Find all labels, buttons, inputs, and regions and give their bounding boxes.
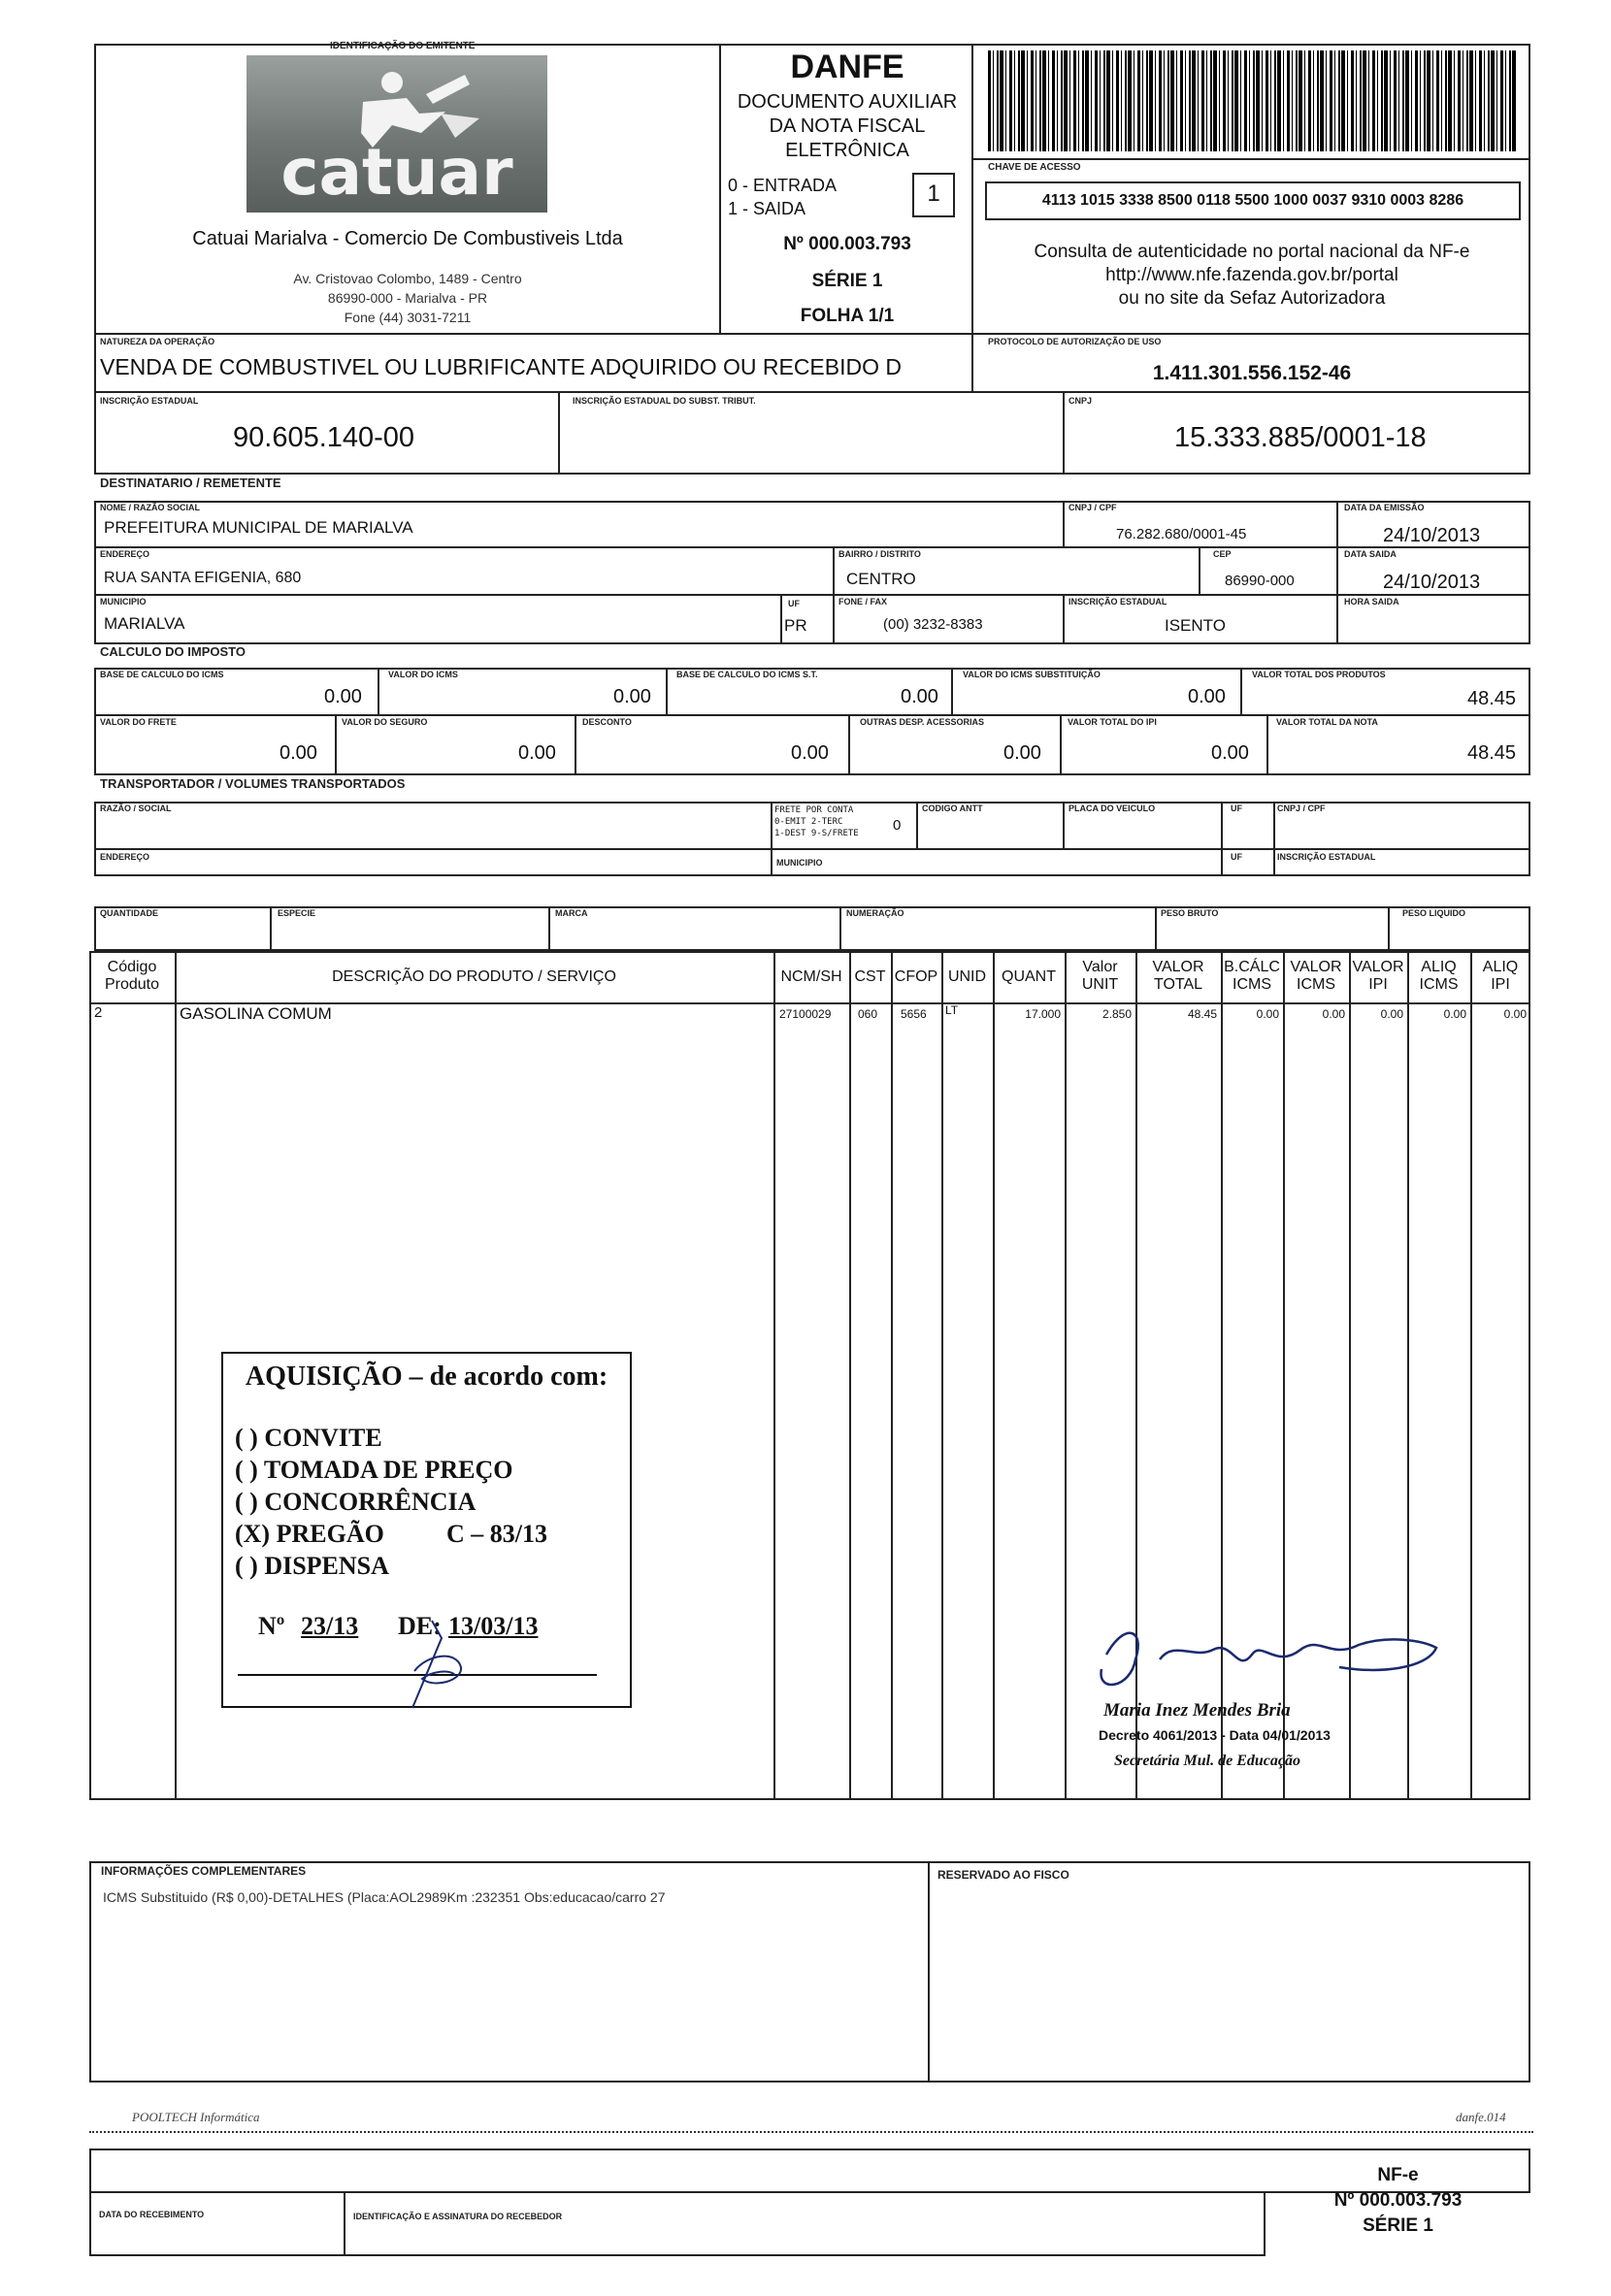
vol-v1 <box>270 906 272 951</box>
chave-consulta2[interactable]: http://www.nfe.fazenda.gov.br/portal <box>1105 265 1398 285</box>
cut-line <box>89 2131 1533 2133</box>
th-aipi: ALIQ IPI <box>1482 959 1519 994</box>
total-nota: 48.45 <box>1467 742 1517 764</box>
natureza-label: NATUREZA DA OPERAÇÃO <box>100 337 215 346</box>
dest-uf-label: UF <box>788 599 800 608</box>
dest-endereco-label: ENDEREÇO <box>100 549 150 559</box>
row-cst: 060 <box>858 1007 878 1021</box>
dest-bairro: CENTRO <box>846 570 916 588</box>
dest-hline2 <box>94 594 1530 596</box>
dest-vline-ie <box>1063 594 1065 644</box>
row-bcicms: 0.00 <box>1256 1007 1279 1021</box>
dest-vline-cep <box>1199 546 1200 594</box>
dest-municipio-label: MUNICIPIO <box>100 597 147 607</box>
row-codigo: 2 <box>94 1004 103 1021</box>
desconto-label: DESCONTO <box>582 717 632 727</box>
stamp-line1: ( ) CONVITE <box>235 1424 382 1452</box>
row-ncm: 27100029 <box>779 1007 832 1021</box>
dest-cep-label: CEP <box>1213 549 1232 559</box>
canhoto-serie: SÉRIE 1 <box>1363 2215 1433 2236</box>
dest-endereco: RUA SANTA EFIGENIA, 680 <box>104 570 302 586</box>
danfe-subtitle3: ELETRÔNICA <box>785 140 909 161</box>
danfe-numero: Nº 000.003.793 <box>783 234 911 254</box>
imposto-v3 <box>951 668 953 714</box>
vol-v4 <box>1155 906 1157 951</box>
emitter-address1: Av. Cristovao Colombo, 1489 - Centro <box>293 271 522 286</box>
danfe-folha: FOLHA 1/1 <box>800 306 895 326</box>
stamp-line5: ( ) DISPENSA <box>235 1552 389 1580</box>
danfe-title: DANFE <box>790 49 904 85</box>
prod-v-ncm <box>773 951 775 1800</box>
destinatario-section: DESTINATARIO / REMETENTE <box>100 476 281 490</box>
base-st: 0.00 <box>901 686 938 707</box>
aquisicao-stamp <box>221 1352 632 1708</box>
row-cfop: 5656 <box>901 1007 927 1021</box>
danfe-subtitle1: DOCUMENTO AUXILIAR <box>737 91 958 113</box>
chave-divider <box>973 158 1530 160</box>
imposto-v6 <box>575 714 576 775</box>
trans-v5 <box>1273 802 1275 876</box>
imposto-v1 <box>378 668 379 714</box>
vol-numeracao-label: NUMERAÇÃO <box>846 908 904 918</box>
imposto-v7 <box>848 714 850 775</box>
total-produtos-label: VALOR TOTAL DOS PRODUTOS <box>1252 670 1386 679</box>
danfe-serie: SÉRIE 1 <box>811 271 883 291</box>
dest-nome: PREFEITURA MUNICIPAL DE MARIALVA <box>104 518 413 537</box>
row-vipi: 0.00 <box>1380 1007 1403 1021</box>
danfe-subtitle2: DA NOTA FISCAL <box>769 115 926 137</box>
prod-v-vunit <box>1065 951 1067 1800</box>
inscricao-value: 90.605.140-00 <box>233 422 415 453</box>
vol-especie-label: ESPECIE <box>278 908 316 918</box>
signature-name: Maria Inez Mendes Bria <box>1103 1700 1291 1721</box>
dest-uf: PR <box>784 616 807 635</box>
fisco-label: RESERVADO AO FISCO <box>937 1868 1069 1882</box>
footer-left: POOLTECH Informática <box>132 2110 260 2124</box>
dest-nome-label: NOME / RAZÃO SOCIAL <box>100 503 200 512</box>
imposto-v4 <box>1240 668 1242 714</box>
chave-consulta3: ou no site da Sefaz Autorizadora <box>1118 288 1386 309</box>
protocolo-label: PROTOCOLO DE AUTORIZAÇÃO DE USO <box>988 337 1162 346</box>
prod-v-aipi <box>1470 951 1472 1800</box>
emitter-section-label: IDENTIFICAÇÃO DO EMITENTE <box>330 41 476 51</box>
inscricao-cnpj-label: CNPJ <box>1069 396 1093 406</box>
dest-fone-label: FONE / FAX <box>838 597 888 607</box>
prod-v-quant <box>993 951 995 1800</box>
trans-cnpj-label: CNPJ / CPF <box>1277 804 1326 813</box>
canhoto-data-box <box>89 2193 345 2256</box>
fisco-box <box>930 1861 1530 2083</box>
transporte-section: TRANSPORTADOR / VOLUMES TRANSPORTADOS <box>100 776 406 791</box>
handwritten-signature-icon <box>1068 1601 1456 1776</box>
dest-vline-uf <box>780 594 782 644</box>
th-vipi: VALOR IPI <box>1352 959 1404 994</box>
seguro-label: VALOR DO SEGURO <box>342 717 428 727</box>
desconto: 0.00 <box>791 742 829 764</box>
imposto-section: CALCULO DO IMPOSTO <box>100 644 246 659</box>
stamp-numero: 23/13 <box>301 1612 359 1640</box>
canhoto-numero: Nº 000.003.793 <box>1333 2190 1463 2211</box>
dest-data-emissao-label: DATA DA EMISSÃO <box>1344 503 1425 512</box>
dest-vline-dates <box>1336 501 1338 644</box>
trans-placa-label: PLACA DO VEICULO <box>1069 804 1156 813</box>
valor-icms-label: VALOR DO ICMS <box>388 670 458 679</box>
dest-bairro-label: BAIRRO / DISTRITO <box>838 549 921 559</box>
emitter-phone: Fone (44) 3031-7211 <box>344 310 472 325</box>
protocolo-value: 1.411.301.556.152-46 <box>1152 362 1352 384</box>
dest-vline-bairro <box>833 546 835 594</box>
vol-v5 <box>1388 906 1390 951</box>
base-icms: 0.00 <box>324 686 362 707</box>
trans-v4 <box>1221 802 1223 876</box>
stamp-title: AQUISIÇÃO – de acordo com: <box>245 1361 608 1392</box>
trans-v3 <box>1063 802 1065 848</box>
row-quant: 17.000 <box>1025 1007 1061 1021</box>
vol-v2 <box>548 906 550 951</box>
th-aicms: ALIQ ICMS <box>1419 959 1459 994</box>
imposto-v8 <box>1060 714 1062 775</box>
inscricao-cnpj-value: 15.333.885/0001-18 <box>1174 422 1427 453</box>
total-produtos: 48.45 <box>1467 688 1517 709</box>
valor-icms: 0.00 <box>613 686 651 707</box>
dest-hora-label: HORA SAIDA <box>1344 597 1399 607</box>
row-vicms: 0.00 <box>1322 1007 1345 1021</box>
vol-quantidade-label: QUANTIDADE <box>100 908 158 918</box>
stamp-line4: (X) PREGÃO <box>235 1520 384 1548</box>
imposto-v5 <box>335 714 337 775</box>
ipi-label: VALOR TOTAL DO IPI <box>1068 717 1157 727</box>
row-vunit: 2.850 <box>1101 1007 1132 1021</box>
frete: 0.00 <box>279 742 317 764</box>
vol-peso-bruto-label: PESO BRUTO <box>1161 908 1219 918</box>
trans-frete-line3: 1-DEST 9-S/FRETE <box>774 829 859 838</box>
vol-v3 <box>839 906 841 951</box>
trans-frete-line1: FRETE POR CONTA <box>774 805 854 815</box>
canhoto-assinatura-label: IDENTIFICAÇÃO E ASSINATURA DO RECEBEDOR <box>353 2212 563 2221</box>
trans-frete-line2: 0-EMIT 2-TERC <box>774 817 843 827</box>
vol-peso-liquido-label: PESO LIQUIDO <box>1402 908 1466 918</box>
signature-cargo: Secretária Mul. de Educação <box>1114 1753 1300 1769</box>
valor-st-label: VALOR DO ICMS SUBSTITUIÇÃO <box>963 670 1101 679</box>
danfe-saida: 1 - SAIDA <box>728 199 806 218</box>
dest-data-emissao: 24/10/2013 <box>1383 525 1481 546</box>
dest-vline-fone <box>833 594 835 644</box>
trans-uf2-label: UF <box>1231 852 1242 862</box>
row-aipi: 0.00 <box>1503 1007 1527 1021</box>
trans-uf-label: UF <box>1231 804 1242 813</box>
row-descricao: GASOLINA COMUM <box>180 1004 332 1023</box>
dest-fone: (00) 3232-8383 <box>883 616 983 633</box>
ipi: 0.00 <box>1211 742 1249 764</box>
row-aicms: 0.00 <box>1443 1007 1466 1021</box>
th-bcicms: B.CÁLC ICMS <box>1224 959 1280 994</box>
trans-hline <box>94 848 1530 850</box>
imposto-v2 <box>666 668 668 714</box>
trans-razao-label: RAZÃO / SOCIAL <box>100 804 172 813</box>
inscricao-divider1 <box>558 393 560 475</box>
stamp-line4b: C – 83/13 <box>446 1520 547 1548</box>
canhoto-assinatura-box <box>345 2193 1266 2256</box>
prod-v-unid <box>941 951 943 1800</box>
trans-v1 <box>771 802 773 876</box>
chave-value: 4113 1015 3338 8500 0118 5500 1000 0037 9310 0003 8286 <box>1041 192 1464 209</box>
imposto-hline <box>94 714 1530 716</box>
valor-st: 0.00 <box>1188 686 1226 707</box>
danfe-tipo: 1 <box>927 180 940 207</box>
trans-antt-label: CODIGO ANTT <box>922 804 983 813</box>
logo-text: catuar <box>280 135 513 210</box>
frete-label: VALOR DO FRETE <box>100 717 177 727</box>
stamp-line2: ( ) TOMADA DE PREÇO <box>235 1456 513 1484</box>
footer-right: danfe.014 <box>1456 2110 1506 2124</box>
dest-cnpj: 76.282.680/0001-45 <box>1116 526 1247 542</box>
inscricao-divider2 <box>1063 393 1065 475</box>
canhoto-data-label: DATA DO RECEBIMENTO <box>99 2210 205 2219</box>
emitter-address2: 86990-000 - Marialva - PR <box>327 290 488 306</box>
th-codigo: Código Produto <box>104 959 160 994</box>
inscricao-label: INSCRIÇÃO ESTADUAL <box>100 396 199 406</box>
dest-vline-cnpj <box>1063 501 1065 546</box>
dest-data-saida-label: DATA SAIDA <box>1344 549 1397 559</box>
stamp-signature-icon <box>374 1611 490 1718</box>
total-nota-label: VALOR TOTAL DA NOTA <box>1276 717 1378 727</box>
dest-cep: 86990-000 <box>1225 573 1295 589</box>
stamp-numero-label: Nº <box>258 1612 285 1640</box>
trans-frete-value: 0 <box>893 817 902 834</box>
dest-ie-label: INSCRIÇÃO ESTADUAL <box>1069 597 1167 607</box>
th-cst: CST <box>854 968 886 985</box>
chave-consulta1: Consulta de autenticidade no portal nacional da NF-e <box>1034 242 1470 262</box>
outras: 0.00 <box>1003 742 1041 764</box>
dest-municipio: MARIALVA <box>104 614 185 633</box>
inscricao-subst-label: INSCRIÇÃO ESTADUAL DO SUBST. TRIBUT. <box>573 396 756 406</box>
base-icms-label: BASE DE CALCULO DO ICMS <box>100 670 224 679</box>
base-st-label: BASE DE CALCULO DO ICMS S.T. <box>676 670 818 679</box>
stamp-data: 13/03/13 <box>448 1612 539 1640</box>
th-ncm: NCM/SH <box>780 968 842 985</box>
stamp-line3: ( ) CONCORRÊNCIA <box>235 1488 477 1516</box>
danfe-entrada: 0 - ENTRADA <box>728 176 838 195</box>
emitter-name: Catuai Marialva - Comercio De Combustiveis Ltda <box>192 228 623 249</box>
th-vunit: Valor UNIT <box>1081 959 1119 994</box>
seguro: 0.00 <box>518 742 556 764</box>
th-quant: QUANT <box>1002 968 1056 985</box>
emitter-logo <box>247 55 547 213</box>
dest-hline1 <box>94 546 1530 548</box>
canhoto-nfe: NF-e <box>1377 2165 1419 2185</box>
th-vicms: VALOR ICMS <box>1290 959 1342 994</box>
natureza-value: VENDA DE COMBUSTIVEL OU LUBRIFICANTE ADQUIRIDO OU RECEBIDO D <box>100 354 903 379</box>
th-unid: UNID <box>947 968 987 985</box>
dest-ie: ISENTO <box>1165 616 1226 635</box>
complementares-label: INFORMAÇÕES COMPLEMENTARES <box>101 1864 307 1878</box>
trans-municipio-label: MUNICIPIO <box>776 858 823 868</box>
prod-v-codigo <box>175 951 177 1800</box>
th-vtotal: VALOR TOTAL <box>1152 959 1204 994</box>
dest-data-saida: 24/10/2013 <box>1383 572 1481 593</box>
prod-v-cfop <box>891 951 893 1800</box>
barcode <box>988 50 1517 151</box>
trans-endereco-label: ENDEREÇO <box>100 852 150 862</box>
th-cfop: CFOP <box>894 968 938 985</box>
imposto-v9 <box>1266 714 1268 775</box>
trans-ie-label: INSCRIÇÃO ESTADUAL <box>1277 852 1376 862</box>
row-unid: LT <box>945 1003 959 1017</box>
dest-cnpj-label: CNPJ / CPF <box>1069 503 1117 512</box>
vol-marca-label: MARCA <box>555 908 588 918</box>
complementares-text: ICMS Substituido (R$ 0,00)-DETALHES (Placa:AOL2989Km :232351 Obs:educacao/carro 27 <box>103 1889 666 1905</box>
trans-v2 <box>916 802 918 848</box>
outras-label: OUTRAS DESP. ACESSORIAS <box>860 717 985 727</box>
row-vtotal: 48.45 <box>1187 1007 1217 1021</box>
stamp-data-label: DE: <box>398 1612 442 1640</box>
chave-label: CHAVE DE ACESSO <box>988 162 1081 173</box>
prod-v-cst <box>849 951 851 1800</box>
signature-decreto: Decreto 4061/2013 - Data 04/01/2013 <box>1099 1727 1331 1743</box>
th-descricao: DESCRIÇÃO DO PRODUTO / SERVIÇO <box>332 968 616 985</box>
